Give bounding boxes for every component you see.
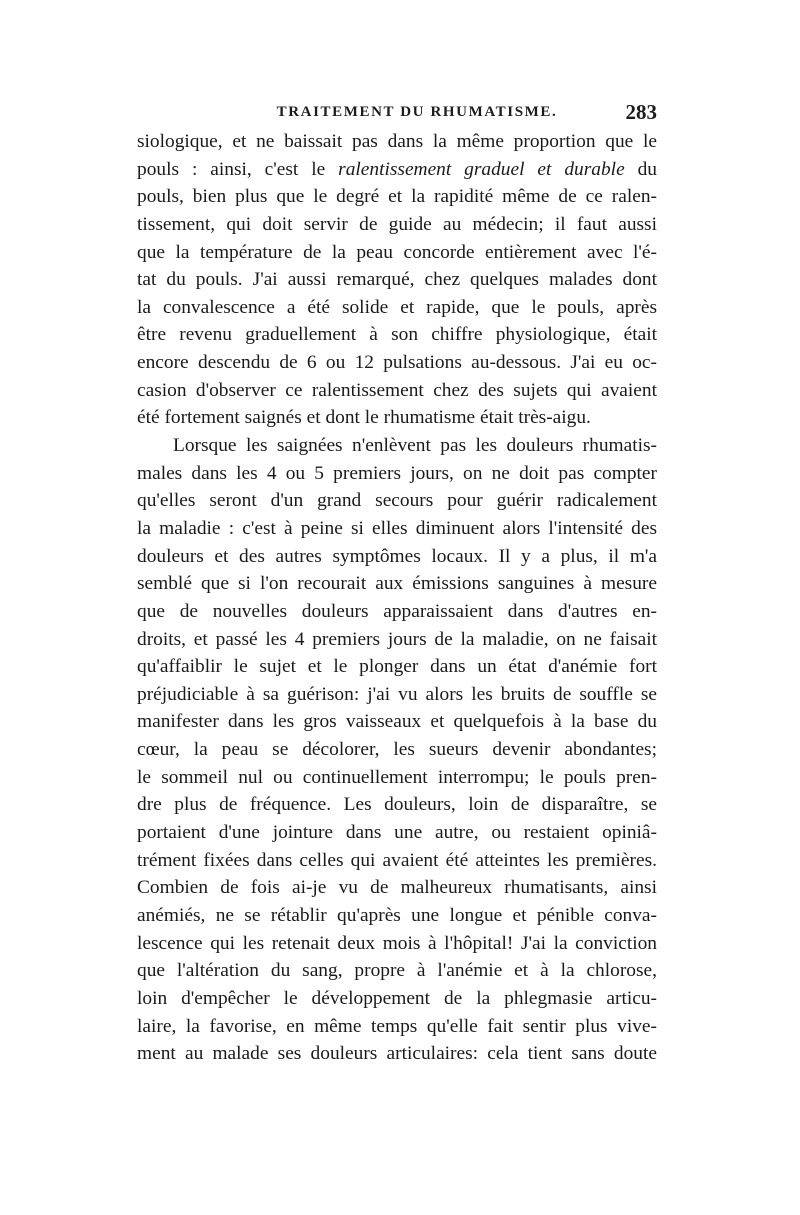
text-line [137, 156, 657, 184]
body-text [137, 128, 657, 1068]
text-line: cœur, la peau se décolorer, les sueurs devenir abondantes; [137, 739, 657, 761]
text-line: droits, et passé les 4 premiers jours de la maladie, on ne faisait [137, 628, 657, 650]
text-line: trément fixées dans celles qui avaient été atteintes les premières. [137, 849, 657, 871]
text-line: Lorsque les saignées n'enlèvent pas les douleurs rhumatis- [173, 435, 657, 457]
text-line: manifester dans les gros vaisseaux et quelquefois à la base du [137, 711, 657, 733]
text-line: préjudiciable à sa guérison: j'ai vu alors les bruits de souffle se [137, 683, 657, 705]
text-line: été fortement saignés et dont le rhumatisme était très-aigu. [137, 407, 591, 429]
text-line: lescence qui les retenait deux mois à l'hôpital! J'ai la conviction [137, 932, 657, 954]
text-line: que la température de la peau concorde entièrement avec l'é- [137, 241, 657, 263]
paragraph-1 [137, 128, 657, 432]
text-line: siologique, et ne baissait pas dans la même proportion que le [137, 131, 657, 152]
text-line: tat du pouls. J'ai aussi remarqué, chez quelques malades dont [137, 269, 657, 291]
text-span: du [624, 158, 657, 180]
italic-phrase: ralentissement graduel et durable [338, 158, 625, 180]
running-header [137, 100, 657, 126]
text-line: pouls, bien plus que le degré et la rapidité même de ce ralen- [137, 186, 657, 208]
text-line: laire, la favorise, en même temps qu'elle fait sentir plus vive- [137, 1015, 657, 1037]
text-line: qu'elles seront d'un grand secours pour guérir radicalement [137, 490, 657, 512]
text-line: anémiés, ne se rétablir qu'après une longue et pénible conva- [137, 904, 657, 926]
text-line: males dans les 4 ou 5 premiers jours, on ne doit pas compter [137, 462, 657, 484]
text-line: le sommeil nul ou continuellement interrompu; le pouls pren- [137, 766, 657, 788]
text-line: semblé que si l'on recourait aux émissions sanguines à mesure [137, 573, 657, 595]
text-line: qu'affaiblir le sujet et le plonger dans un état d'anémie fort [137, 656, 657, 678]
text-line: être revenu graduellement à son chiffre physiologique, était [137, 324, 657, 346]
text-line: portaient d'une jointure dans une autre, ou restaient opiniâ- [137, 822, 657, 844]
text-line: la convalescence a été solide et rapide, que le pouls, après [137, 296, 657, 318]
page-number: 283 [625, 100, 657, 124]
text-line: encore descendu de 6 ou 12 pulsations au-dessous. J'ai eu oc- [137, 352, 657, 374]
text-line: casion d'observer ce ralentissement chez des sujets qui avaient [137, 379, 657, 401]
text-line: douleurs et des autres symptômes locaux. Il y a plus, il m'a [137, 545, 657, 567]
text-line: loin d'empêcher le développement de la phlegmasie articu- [137, 987, 657, 1009]
text-line: ment au malade ses douleurs articulaires: cela tient sans doute [137, 1043, 657, 1065]
text-span: pouls : ainsi, c'est le [137, 158, 339, 180]
text-line: que l'altération du sang, propre à l'anémie et à la chlorose, [137, 960, 657, 982]
running-title: TRAITEMENT DU RHUMATISME. [276, 104, 558, 120]
text-line: que de nouvelles douleurs apparaissaient dans d'autres en- [137, 600, 657, 622]
text-line: la maladie : c'est à peine si elles diminuent alors l'intensité des [137, 517, 657, 539]
text-line: tissement, qui doit servir de guide au médecin; il faut aussi [137, 213, 657, 235]
text-line: dre plus de fréquence. Les douleurs, loin de disparaître, se [137, 794, 657, 816]
paragraph-2 [137, 432, 657, 1068]
text-line: Combien de fois ai-je vu de malheureux rhumatisants, ainsi [137, 877, 657, 899]
